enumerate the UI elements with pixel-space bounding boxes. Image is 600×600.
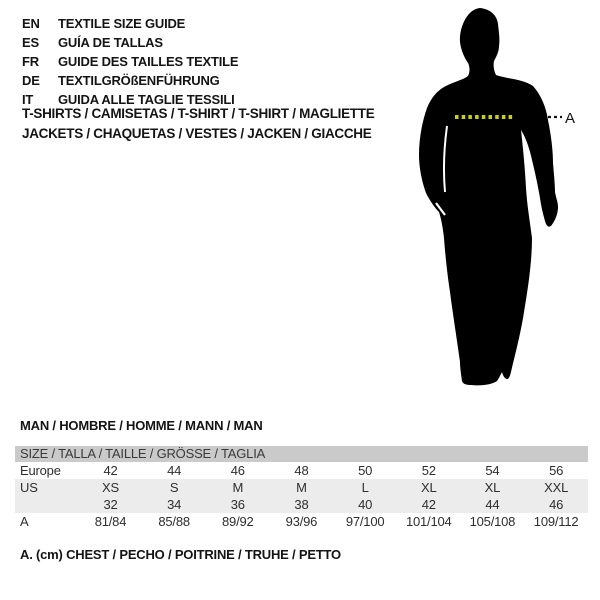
table-cell: 50	[358, 463, 373, 478]
table-cell: 48	[294, 463, 309, 478]
language-code: IT	[22, 92, 34, 107]
language-list	[22, 14, 238, 109]
table-cell: 93/96	[285, 514, 318, 529]
language-label: TEXTILE SIZE GUIDE	[58, 16, 186, 31]
language-label: GUÍA DE TALLAS	[58, 35, 163, 50]
language-label: GUIDA ALLE TAGLIE TESSILI	[58, 92, 235, 107]
table-row-europe	[15, 462, 588, 479]
category-line-jackets: JACKETS / CHAQUETAS / VESTES / JACKEN / GIACCHE	[22, 125, 372, 141]
measure-footnote: A. (cm) CHEST / PECHO / POITRINE / TRUHE / PETTO	[20, 547, 341, 562]
language-label: GUIDE DES TAILLES TEXTILE	[58, 54, 239, 69]
table-cell: 101/104	[405, 514, 452, 529]
size-table	[15, 446, 588, 530]
table-cell: 56	[549, 463, 564, 478]
table-cell: 52	[421, 463, 436, 478]
table-cell: 105/108	[469, 514, 516, 529]
table-cell: 85/88	[158, 514, 190, 529]
table-header-row	[15, 446, 588, 462]
table-cell: XL	[461, 479, 525, 496]
table-cell: S	[142, 479, 206, 496]
table-cell: 32	[79, 496, 143, 513]
language-row	[22, 33, 238, 52]
table-cell: 44	[167, 463, 182, 478]
table-cell: L	[333, 479, 397, 496]
language-row	[22, 52, 238, 71]
table-cell: 40	[333, 496, 397, 513]
language-code: DE	[22, 73, 40, 88]
table-cell: M	[206, 479, 270, 496]
man-silhouette-path	[419, 8, 558, 385]
table-cell: M	[270, 479, 334, 496]
table-cell: 46	[230, 463, 245, 478]
table-cell: 54	[485, 463, 500, 478]
section-title-man: MAN / HOMBRE / HOMME / MANN / MAN	[20, 418, 263, 433]
table-cell: 36	[206, 496, 270, 513]
table-cell: 89/92	[222, 514, 254, 529]
row-label	[15, 496, 79, 513]
measure-label-a: A	[565, 110, 576, 127]
language-label: TEXTILGRÖßENFÜHRUNG	[58, 73, 220, 88]
table-cell: 81/84	[94, 514, 127, 529]
language-code: ES	[22, 35, 39, 50]
table-cell: 109/112	[533, 514, 579, 529]
category-titles	[22, 104, 374, 143]
table-cell: XL	[397, 479, 461, 496]
table-cell: 46	[524, 496, 588, 513]
table-cell: 42	[397, 496, 461, 513]
language-row	[22, 14, 238, 33]
table-cell: XXL	[524, 479, 588, 496]
language-code: EN	[22, 16, 40, 31]
table-cell: 34	[142, 496, 206, 513]
man-silhouette	[395, 0, 600, 400]
table-cell: 44	[461, 496, 525, 513]
category-line-tshirts: T-SHIRTS / CAMISETAS / T-SHIRT / T-SHIRT / MAGLIETTE	[22, 106, 375, 121]
table-row-chest-a	[15, 513, 588, 530]
row-label: US	[15, 479, 79, 496]
table-cell: XS	[79, 479, 143, 496]
table-row-us	[15, 479, 588, 496]
table-cell: 97/100	[345, 514, 385, 529]
row-label: A	[20, 514, 29, 529]
table-cell: 38	[270, 496, 334, 513]
table-header-cell: SIZE / TALLA / TAILLE / GRÖSSE / TAGLIA	[15, 446, 588, 462]
row-label: Europe	[20, 463, 61, 478]
table-cell: 42	[103, 463, 118, 478]
language-row	[22, 71, 238, 90]
language-code: FR	[22, 54, 39, 69]
table-row-numeric	[15, 496, 588, 513]
